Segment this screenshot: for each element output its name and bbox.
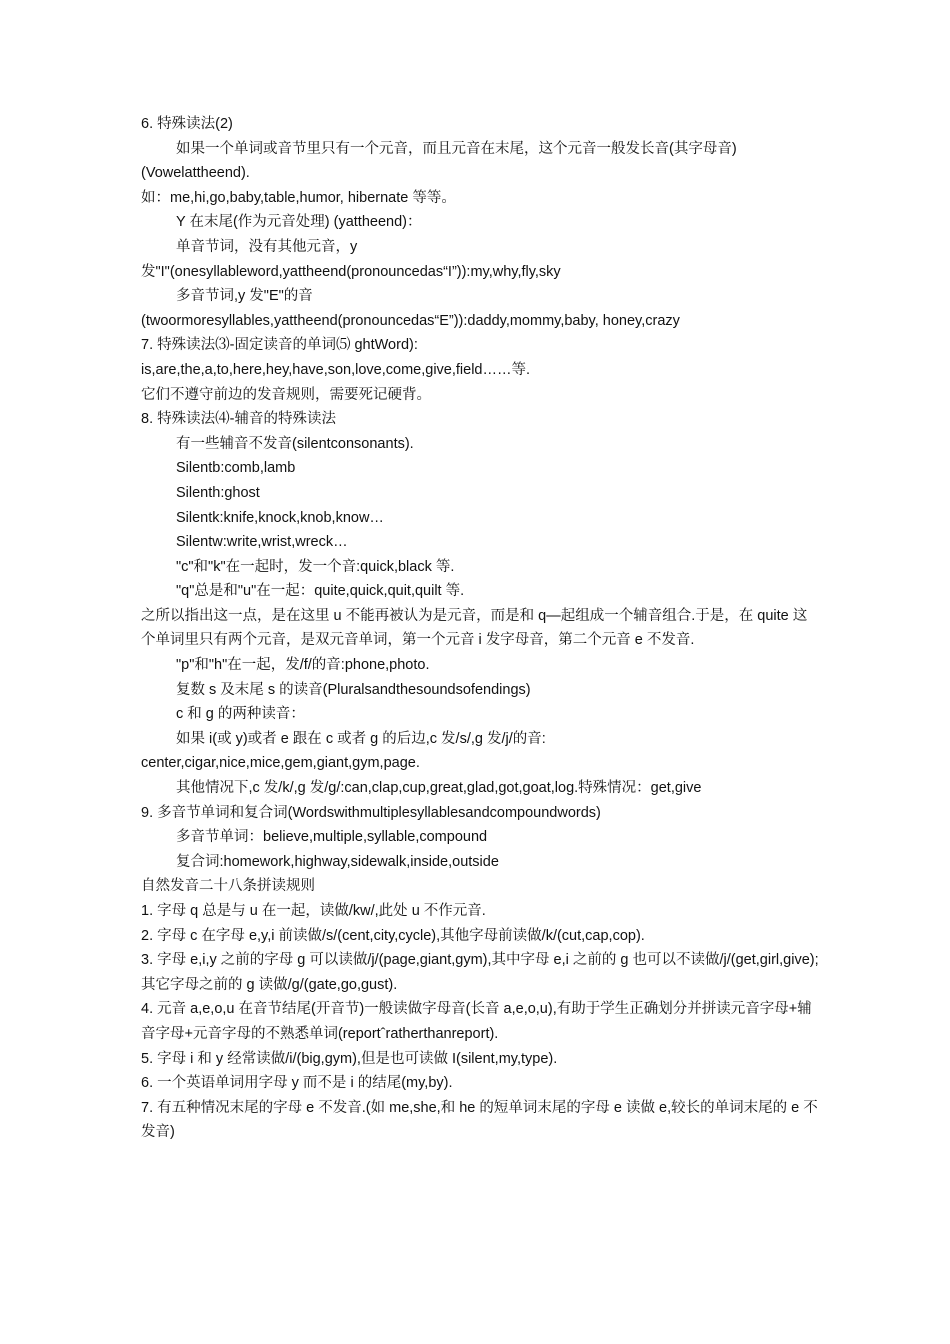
text-line: 复数 s 及末尾 s 的读音(Pluralsandthesoundsofendings) <box>176 681 531 698</box>
text-line: c 和 g 的两种读音： <box>176 706 305 723</box>
text-line: Silentw:write,wrist,wreck… <box>176 534 348 551</box>
text-line: "c"和"k"在一起时，发一个音:quick,black 等. <box>176 558 455 575</box>
text-line: 3. 字母 e,i,y 之前的字母 g 可以读做/j/(page,giant,gym),其中字母 e,i 之前的 g 也可以不读做/j/(get,girl,give);其它字母之前的 g 读做/g/(gate,go,gust). <box>141 952 819 993</box>
text-line: 复合词:homework,highway,sidewalk,inside,outside <box>176 853 499 870</box>
text-line: 8. 特殊读法⑷-辅音的特殊读法 <box>141 411 336 428</box>
text-line: 7. 有五种情况末尾的字母 e 不发音.(如 me,she,和 he 的短单词末尾的字母 e 读做 e,较长的单词末尾的 e 不发音) <box>141 1099 818 1141</box>
text-line: 7. 特殊读法⑶-固定读音的单词⑸ ghtWord): <box>141 337 418 354</box>
text-line: 其他情况下,c 发/k/,g 发/g/:can,clap,cup,great,glad,got,goat,log.特殊情况：get,give <box>176 780 702 797</box>
text-line: 6. 特殊读法(2) <box>141 116 233 132</box>
text-line: 单音节词，没有其他元音，y <box>176 238 358 255</box>
text-line: 4. 元音 a,e,o,u 在音节结尾(开音节)一般读做字母音(长音 a,e,o,u),有助于学生正确划分并拼读元音字母+辅音字母+元音字母的不熟悉单词(reportˆratherthanreport). <box>141 1001 812 1042</box>
text-line: 自然发音二十八条拼读规则 <box>141 878 315 895</box>
text-line: Silenth:ghost <box>176 484 260 501</box>
text-line: 6. 一个英语单词用字母 y 而不是 i 的结尾(my,by). <box>141 1075 453 1092</box>
text-line: 多音节词,y 发"E"的音 <box>176 288 313 305</box>
text-line: Silentk:knife,knock,knob,know… <box>176 509 384 526</box>
text-line: 之所以指出这一点，是在这里 u 不能再被认为是元音，而是和 q—起组成一个辅音组合.于是，在 quite 这个单词里只有两个元音，是双元音单词，第一个元音 i 发字母音，第二个元音 e 不发音. <box>141 607 808 649</box>
text-line: (twoormoresyllables,yattheend(pronouncedas“E”)):daddy,mommy,baby, honey,crazy <box>141 312 680 329</box>
text-line: Y 在末尾(作为元音处理) (yattheend)： <box>176 214 422 231</box>
text-line: 如果 i(或 y)或者 e 跟在 c 或者 g 的后边,c 发/s/,g 发/j/的音: <box>176 730 546 747</box>
text-line: "q"总是和"u"在一起：quite,quick,quit,quilt 等. <box>176 583 465 600</box>
text-line: Silentb:comb,lamb <box>176 460 296 477</box>
text-line: 有一些辅音不发音(silentconsonants). <box>176 435 414 452</box>
text-line: 多音节单词：believe,multiple,syllable,compound <box>176 829 488 846</box>
text-line: 2. 字母 c 在字母 e,y,i 前读做/s/(cent,city,cycle),其他字母前读做/k/(cut,cap,cop). <box>141 927 645 944</box>
text-line: 如：me,hi,go,baby,table,humor, hibernate 等等。 <box>141 189 456 206</box>
document-body <box>141 112 821 1145</box>
text-line: is,are,the,a,to,here,hey,have,son,love,come,give,field……等. <box>141 361 531 378</box>
text-line: 发"I"(onesyllableword,yattheend(pronouncedas“I”)):my,why,fly,sky <box>141 263 561 280</box>
text-line: 9. 多音节单词和复合词(Wordswithmultiplesyllablesandcompoundwords) <box>141 804 601 821</box>
text-line: 5. 字母 i 和 y 经常读做/i/(big,gym),但是也可读做 I(silent,my,type). <box>141 1050 558 1067</box>
text-line: 如果一个单词或音节里只有一个元音，而且元音在末尾，这个元音一般发长音(其字母音) (Vowelattheend). <box>141 140 737 182</box>
text-line: "p"和"h"在一起，发/f/的音:phone,photo. <box>176 657 430 674</box>
text-line: center,cigar,nice,mice,gem,giant,gym,page. <box>141 755 420 772</box>
text-line: 1. 字母 q 总是与 u 在一起，读做/kw/,此处 u 不作元音. <box>141 903 486 919</box>
text-line: 它们不遵守前边的发音规则，需要死记硬背。 <box>141 386 431 403</box>
